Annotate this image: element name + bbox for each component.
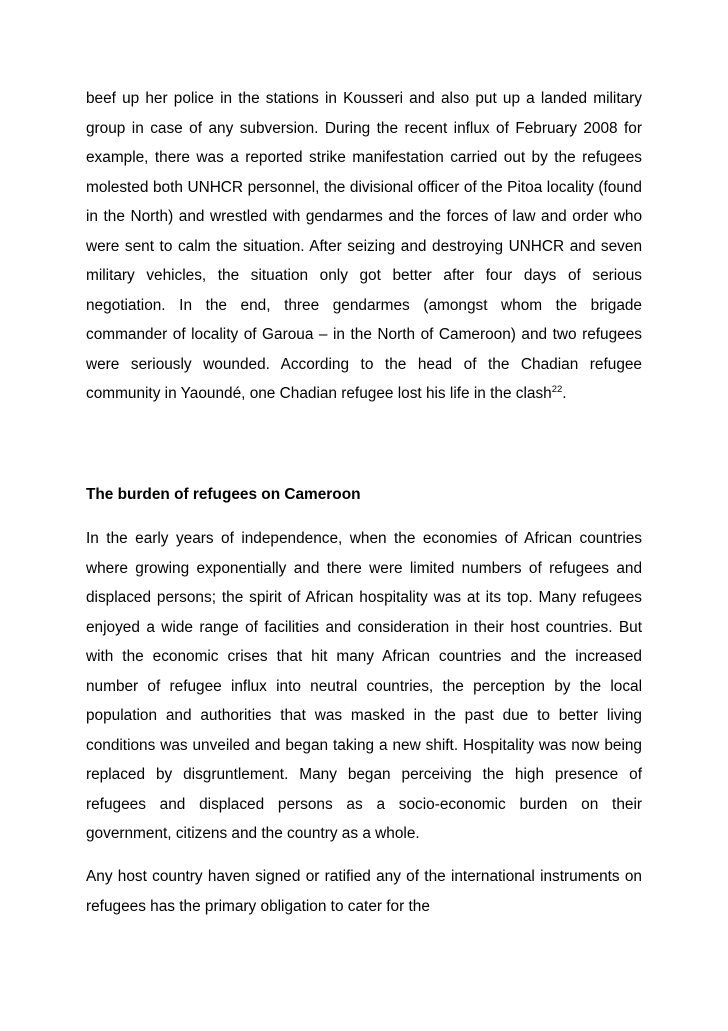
body-paragraph-2: In the early years of independence, when the economies of African countries where growing exponentially and there were limited numbers of refugees and displaced persons; the spirit of African hospitality was at its top. Many refugees enjoyed a wide range of facilities and consideration in their host countries. But with the economic crises that hit many African countries and the increased number of refugee influx into neutral countries, the perception by the local population and authorities that was masked in the past due to better living conditions was unveiled and began taking a new shift. Hospitality was now being replaced by disgruntlement. Many began perceiving the high presence of refugees and displaced persons as a socio-economic burden on their government, citizens and the country as a whole. bbox=[86, 530, 642, 842]
footnote-reference: 22 bbox=[551, 383, 563, 395]
section-heading: The burden of refugees on Cameroon bbox=[86, 486, 361, 503]
paragraph-1-end: . bbox=[562, 385, 567, 402]
body-paragraph-1 bbox=[86, 84, 642, 409]
body-paragraph-3: Any host country haven signed or ratified any of the international instruments on refugees has the primary obligation to cater for the bbox=[86, 868, 642, 915]
paragraph-1-text: beef up her police in the stations in Kousseri and also put up a landed military group in case of any subversion. During the recent influx of February 2008 for example, there was a reported strike manifestation carried out by the refugees molested both UNHCR personnel, the divisional officer of the Pitoa locality (found in the North) and wrestled with gendarmes and the forces of law and order who were sent to calm the situation. After seizing and destroying UNHCR and seven military vehicles, the situation only got better after four days of serious negotiation. In the end, three gendarmes (amongst whom the brigade commander of locality of Garoua – in the North of Cameroon) and two refugees were seriously wounded. According to the head of the Chadian refugee community in Yaoundé, one Chadian refugee lost his life in the clash bbox=[86, 90, 642, 402]
